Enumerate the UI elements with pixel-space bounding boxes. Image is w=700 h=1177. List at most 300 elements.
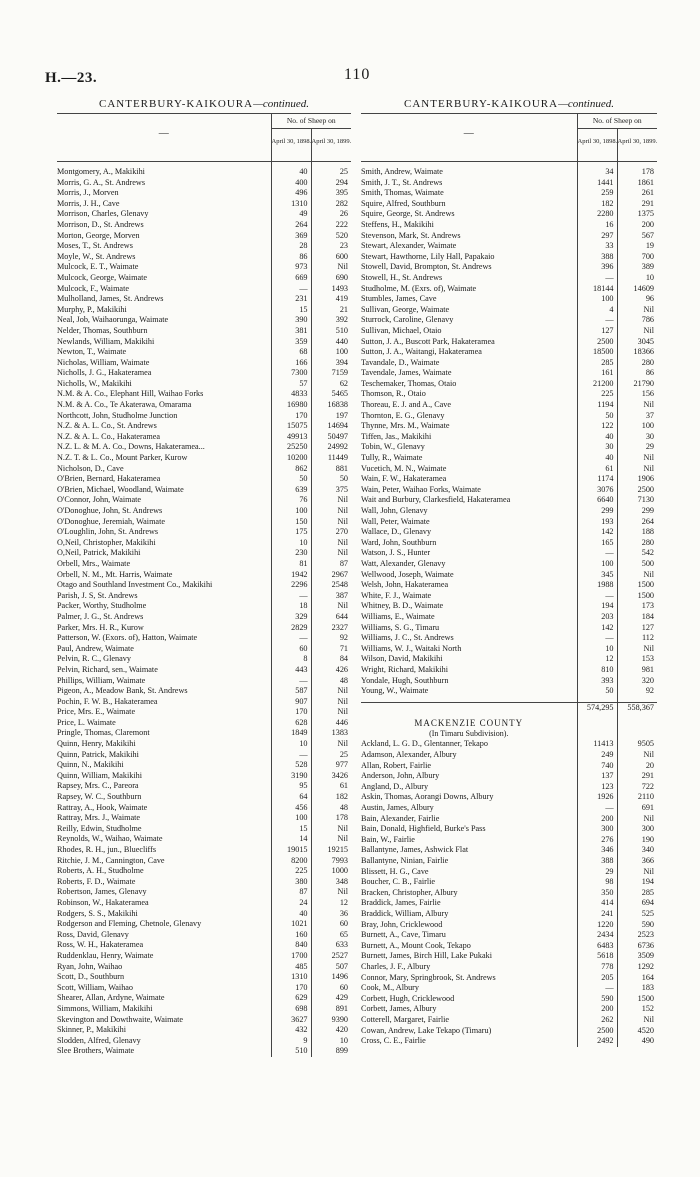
sheep-1899: 1906 (617, 474, 657, 485)
owner-name: Whitney, B. D., Waimate (361, 601, 444, 611)
sheep-1899: 300 (617, 824, 657, 835)
table-row (361, 739, 657, 750)
sheep-1898: 1942 (271, 570, 311, 581)
sheep-1898: 123 (577, 782, 617, 793)
sheep-1898: 29 (577, 867, 617, 878)
sheep-1899: 197 (311, 411, 351, 422)
owner-name: Williams, E., Waimate (361, 611, 435, 621)
owner-name: Montgomery, A., Makikihi (57, 167, 145, 176)
owner-name: Nicholls, J. G., Hakateramea (57, 368, 152, 378)
owner-name: Blissett, H. G., Cave (361, 866, 429, 876)
sheep-1898: 15 (271, 305, 311, 316)
table-row (361, 633, 657, 644)
table-row (361, 930, 657, 941)
table-row (361, 1004, 657, 1015)
owner-name: Pringle, Thomas, Claremont (57, 728, 150, 738)
sheep-1899: 426 (311, 665, 351, 676)
sheep-1898: 2434 (577, 930, 617, 941)
right-title-text: CANTERBURY-KAIKOURA (404, 98, 559, 110)
sheep-1899: Nil (311, 506, 351, 517)
table-row (361, 676, 657, 687)
left-title-suffix: —continued. (253, 98, 309, 110)
table-row (57, 686, 351, 697)
sheep-1898: — (577, 633, 617, 644)
table-row (57, 506, 351, 517)
table-row (361, 867, 657, 878)
table-row (361, 570, 657, 581)
sheep-1898: 862 (271, 464, 311, 475)
sheep-1899: 1861 (617, 178, 657, 189)
sheep-1898: 5618 (577, 951, 617, 962)
sheep-1899: 291 (617, 771, 657, 782)
owner-name: Stowell, H., St. Andrews (361, 272, 443, 282)
sheep-1898: 137 (577, 771, 617, 782)
owner-name: N.Z. L. & M. A. Co., Downs, Hakateramea... (57, 442, 205, 452)
table-row (361, 983, 657, 994)
table-row (361, 517, 657, 528)
sheep-1898: 396 (577, 262, 617, 273)
sheep-1899: 786 (617, 315, 657, 326)
sheep-1898: 2280 (577, 209, 617, 220)
table-row (57, 326, 351, 337)
left-col2-header: April 30, 1899. (311, 129, 351, 154)
table-row (361, 464, 657, 475)
table-row (57, 337, 351, 348)
sheep-1898: 175 (271, 527, 311, 538)
sheep-1899: 1500 (617, 580, 657, 591)
owner-name: Ross, David, Glenavy (57, 929, 129, 939)
sheep-1898: 16980 (271, 400, 311, 411)
sheep-1898: 590 (577, 994, 617, 1005)
sheep-1899: Nil (311, 538, 351, 549)
owner-name: Bray, John, Cricklewood (361, 919, 443, 929)
owner-name: Thynne, Mrs. M., Waimate (361, 421, 450, 431)
sheep-1898: 10 (271, 538, 311, 549)
owner-name: Thornton, E. G., Glenavy (361, 410, 445, 420)
owner-name: Price, L. Waimate (57, 717, 116, 727)
sheep-1898: 100 (271, 506, 311, 517)
sheep-1899: 25 (311, 750, 351, 761)
owner-name: O'Brien, Bernard, Hakateramea (57, 474, 161, 484)
sheep-1898: 1849 (271, 728, 311, 739)
sheep-1899: 16838 (311, 400, 351, 411)
sheep-1899: 7993 (311, 856, 351, 867)
sheep-1898: 225 (577, 389, 617, 400)
sheep-1898: 300 (577, 824, 617, 835)
sheep-1899: 420 (311, 1025, 351, 1036)
table-row (361, 644, 657, 655)
sheep-1899: 190 (617, 835, 657, 846)
sheep-1898: 193 (577, 517, 617, 528)
owner-name: Scott, William, Waihao (57, 982, 134, 992)
sheep-1899: 24992 (311, 442, 351, 453)
table-row (57, 697, 351, 708)
table-row (361, 994, 657, 1005)
owner-name: Pigeon, A., Meadow Bank, St. Andrews (57, 686, 188, 696)
sheep-1899: Nil (311, 887, 351, 898)
sheep-1899: 182 (311, 792, 351, 803)
owner-name: Stewart, Alexander, Waimate (361, 241, 457, 251)
table-row (361, 1026, 657, 1037)
sheep-1898: 19015 (271, 845, 311, 856)
sheep-1898: 203 (577, 612, 617, 623)
sheep-1899: Nil (617, 400, 657, 411)
owner-name: Ruddenklau, Henry, Waimate (57, 950, 154, 960)
sheep-1899: 21 (311, 305, 351, 316)
table-row (361, 453, 657, 464)
owner-name: Braddick, James, Fairlie (361, 898, 441, 908)
sheep-1899: 3426 (311, 771, 351, 782)
sheep-1899: 25 (311, 167, 351, 178)
sheep-1898: 68 (271, 347, 311, 358)
table-row (57, 580, 351, 591)
sheep-1898: 528 (271, 760, 311, 771)
owner-name: Quinn, William, Makikihi (57, 770, 143, 780)
sheep-1899: 891 (311, 1004, 351, 1015)
table-row (361, 326, 657, 337)
sheep-1899: 700 (617, 252, 657, 263)
sheep-1899: 23 (311, 241, 351, 252)
table-row (361, 548, 657, 559)
sheep-1899: 510 (311, 326, 351, 337)
sheep-1899: 30 (617, 432, 657, 443)
sheep-1898: 160 (271, 930, 311, 941)
sheep-1898: 170 (271, 707, 311, 718)
sheep-1898: 2500 (577, 337, 617, 348)
sheep-1899: Nil (617, 305, 657, 316)
table-row (57, 940, 351, 951)
sheep-1899: 194 (617, 877, 657, 888)
sheep-1899: 291 (617, 199, 657, 210)
table-row (57, 845, 351, 856)
sheep-1898: 12 (577, 654, 617, 665)
sheep-1898: 359 (271, 337, 311, 348)
sheep-1898: 1926 (577, 792, 617, 803)
sheep-1899: 1500 (617, 994, 657, 1005)
owner-name: Patterson, W. (Exors. of), Hatton, Waimate (57, 633, 198, 643)
table-row (57, 527, 351, 538)
sheep-1898: 249 (577, 750, 617, 761)
right-col1-header: April 30, 1898. (577, 129, 617, 154)
table-row (361, 1015, 657, 1026)
sheep-1899: Nil (311, 707, 351, 718)
owner-name: Mulcock, F., Waimate (57, 283, 129, 293)
sheep-1898: 388 (577, 856, 617, 867)
owner-name: Rhodes, R. H., jun., Bluecliffs (57, 845, 157, 854)
sheep-1898: 414 (577, 898, 617, 909)
owner-name: Boucher, C. B., Fairlie (361, 877, 436, 887)
sheep-1898: 3627 (271, 1015, 311, 1026)
owner-name: Burnett, A., Cave, Timaru (361, 930, 446, 940)
table-row (57, 474, 351, 485)
sheep-1899: 348 (311, 877, 351, 888)
owner-name: Bain, Alexander, Fairlie (361, 813, 440, 823)
sheep-1898: — (577, 273, 617, 284)
sheep-1899: 12 (311, 898, 351, 909)
sheep-1898: 230 (271, 548, 311, 559)
sheep-1898: 150 (271, 517, 311, 528)
left-group-header: No. of Sheep on (271, 114, 351, 129)
sheep-1898: 6640 (577, 495, 617, 506)
sheep-1898: 390 (271, 315, 311, 326)
table-row (57, 803, 351, 814)
table-row (57, 962, 351, 973)
sheep-1898: 510 (271, 1046, 311, 1057)
owner-name: Sutton, J. A., Buscott Park, Hakateramea (361, 336, 495, 346)
section-title: MACKENZIE COUNTY (414, 718, 524, 729)
sheep-1899: 10 (617, 273, 657, 284)
sheep-1899: Nil (311, 548, 351, 559)
table-row (361, 400, 657, 411)
sheep-1898: — (577, 591, 617, 602)
owner-name: Ryan, John, Waihao (57, 961, 123, 971)
owner-name: Braddick, William, Albury (361, 908, 449, 918)
sheep-1899: 9390 (311, 1015, 351, 1026)
sheep-1899: Nil (311, 601, 351, 612)
owner-name: Teschemaker, Thomas, Otaio (361, 378, 457, 388)
owner-name: Moses, T., St. Andrews (57, 241, 133, 251)
owner-name: N.Z. & A. L. Co., St. Andrews (57, 421, 157, 431)
table-row (361, 273, 657, 284)
owner-name: Smith, Thomas, Waimate (361, 188, 444, 198)
sheep-1898: 21200 (577, 379, 617, 390)
sheep-1899: 340 (617, 845, 657, 856)
owner-name: Bain, Donald, Highfield, Burke's Pass (361, 824, 486, 834)
sheep-1899: Nil (617, 570, 657, 581)
sheep-1899: 633 (311, 940, 351, 951)
table-row (361, 315, 657, 326)
sheep-1899: 394 (311, 358, 351, 369)
owner-name: Stewart, Hawthorne, Lily Hall, Papakaio (361, 251, 495, 261)
table-row (361, 358, 657, 369)
sheep-1899: 389 (617, 262, 657, 273)
table-row (57, 400, 351, 411)
sheep-1899: 977 (311, 760, 351, 771)
table-row (57, 1046, 351, 1057)
table-row (57, 972, 351, 983)
owner-name: Nicholls, W., Makikihi (57, 378, 132, 388)
sheep-1899: 61 (311, 781, 351, 792)
owner-name: Ackland, L. G. D., Glentanner, Tekapo (361, 739, 488, 749)
sheep-1899: Nil (311, 517, 351, 528)
sheep-1899: 2523 (617, 930, 657, 941)
owner-name: Orbell, Mrs., Waimate (57, 558, 131, 568)
left-sheep-table (57, 113, 351, 1057)
owner-name: Mulcock, George, Waimate (57, 272, 147, 282)
owner-name: Wain, Peter, Waihao Forks, Waimate (361, 484, 481, 494)
sheep-1898: 381 (271, 326, 311, 337)
table-row (57, 591, 351, 602)
sheep-1899: 429 (311, 993, 351, 1004)
sheep-1898: 205 (577, 973, 617, 984)
table-row (57, 866, 351, 877)
owner-name: Wait and Burbury, Clarkesfield, Hakateramea (361, 495, 511, 505)
sheep-1899: 899 (311, 1046, 351, 1057)
owner-name: Cook, M., Albury (361, 983, 419, 993)
sheep-1899: 200 (617, 220, 657, 231)
table-row (361, 771, 657, 782)
sheep-1898: 18500 (577, 347, 617, 358)
table-row (361, 347, 657, 358)
table-row (57, 898, 351, 909)
table-row (57, 856, 351, 867)
sheep-1898: 25250 (271, 442, 311, 453)
sheep-1899: 395 (311, 188, 351, 199)
owner-name: Allan, Robert, Fairlie (361, 760, 432, 770)
sheep-1898: 18144 (577, 284, 617, 295)
sheep-1899: 2500 (617, 485, 657, 496)
sheep-1898: 81 (271, 559, 311, 570)
owner-name: O'Brien, Michael, Woodland, Waimate (57, 484, 184, 494)
owner-name: Paul, Andrew, Waimate (57, 643, 134, 653)
sheep-1898: 669 (271, 273, 311, 284)
left-column (57, 96, 351, 1057)
sheep-1898: 297 (577, 231, 617, 242)
sheep-1899: 600 (311, 252, 351, 263)
owner-name: Corbett, Hugh, Cricklewood (361, 993, 455, 1003)
sheep-1899: 282 (311, 199, 351, 210)
owner-name: Neal, Job, Waihaorunga, Waimate (57, 315, 169, 325)
sheep-1899: 10 (311, 1036, 351, 1047)
table-row (361, 506, 657, 517)
sheep-1898: 8200 (271, 856, 311, 867)
sheep-1898: 380 (271, 877, 311, 888)
table-row (57, 421, 351, 432)
table-row (57, 220, 351, 231)
sheep-1899: 542 (617, 548, 657, 559)
table-row (57, 760, 351, 771)
table-row (361, 920, 657, 931)
table-row (57, 909, 351, 920)
sheep-1898: 698 (271, 1004, 311, 1015)
sheep-1898: 40 (271, 167, 311, 178)
table-row (361, 294, 657, 305)
table-row (57, 1015, 351, 1026)
sheep-1899: 375 (311, 485, 351, 496)
owner-name: Cowan, Andrew, Lake Tekapo (Timaru) (361, 1025, 492, 1035)
sheep-1898: 64 (271, 792, 311, 803)
sheep-1899: 446 (311, 718, 351, 729)
sheep-1899: 567 (617, 231, 657, 242)
sheep-1899: 184 (617, 612, 657, 623)
sheep-1899: 48 (311, 676, 351, 687)
sheep-1899: 87 (311, 559, 351, 570)
table-row (361, 389, 657, 400)
owner-name: N.M. & A. Co., Elephant Hill, Waihao Forks (57, 389, 204, 399)
owner-name: Wilson, David, Makikihi (361, 654, 443, 664)
sheep-1899: 29 (617, 442, 657, 453)
sheep-1899: 590 (617, 920, 657, 931)
sheep-1899: 14694 (311, 421, 351, 432)
sheep-1898: 10 (577, 644, 617, 655)
table-row (57, 728, 351, 739)
table-row (57, 464, 351, 475)
sheep-1899: 264 (617, 517, 657, 528)
table-row (361, 231, 657, 242)
owner-name: Austin, James, Albury (361, 803, 434, 813)
owner-name: Charles, J. F., Albury (361, 961, 431, 971)
owner-name: Connor, Mary, Springbrook, St. Andrews (361, 972, 496, 982)
sheep-1899: 366 (617, 856, 657, 867)
sheep-1898: 40 (271, 909, 311, 920)
sheep-1899: 1375 (617, 209, 657, 220)
table-row (361, 962, 657, 973)
table-row (57, 199, 351, 210)
table-row (361, 845, 657, 856)
sheep-1898: 346 (577, 845, 617, 856)
table-row (57, 517, 351, 528)
table-row (57, 1025, 351, 1036)
owner-name: White, F. J., Waimate (361, 590, 432, 600)
owner-name: Nicholson, D., Cave (57, 463, 124, 473)
owner-name: Northcott, John, Studholme Junction (57, 410, 178, 420)
sheep-1898: 49 (271, 209, 311, 220)
owner-name: O,Neil, Patrick, Makikihi (57, 548, 141, 558)
owner-name: Pelvin, R. C., Glenavy (57, 654, 131, 664)
owner-name: Welsh, John, Hakateramea (361, 580, 449, 590)
owner-name: Watt, Alexander, Glenavy (361, 558, 446, 568)
owner-name: N.M. & A. Co., Te Akaterawa, Omarama (57, 400, 192, 410)
sheep-1898: 262 (577, 1015, 617, 1026)
table-row (361, 167, 657, 178)
sheep-1898: 388 (577, 252, 617, 263)
owner-name: Rattray, A., Hook, Waimate (57, 802, 148, 812)
owner-name: Reynolds, W., Waihao, Waimate (57, 834, 163, 844)
sheep-1898: 496 (271, 188, 311, 199)
table-row (361, 856, 657, 867)
sheep-1899: 222 (311, 220, 351, 231)
sheep-1898: 8 (271, 654, 311, 665)
owner-name: Slee Brothers, Waimate (57, 1046, 135, 1056)
owner-name: Sutton, J. A., Waitangi, Hakateramea (361, 347, 482, 357)
sheep-1898: 225 (271, 866, 311, 877)
totals-row (361, 702, 657, 713)
owner-name: Quinn, Patrick, Makikihi (57, 749, 139, 759)
table-row (57, 1004, 351, 1015)
owner-name: Squire, George, St. Andrews (361, 209, 455, 219)
sheep-1899: 419 (311, 294, 351, 305)
sheep-1899: 188 (617, 527, 657, 538)
sheep-1898: 2296 (271, 580, 311, 591)
table-row (57, 167, 351, 178)
sheep-1899: 112 (617, 633, 657, 644)
sheep-1898: 10200 (271, 453, 311, 464)
sheep-1899: 5465 (311, 389, 351, 400)
sheep-1899: 50497 (311, 432, 351, 443)
sheep-1898: 778 (577, 962, 617, 973)
sheep-1899: 881 (311, 464, 351, 475)
page-number: 110 (344, 66, 371, 83)
owner-name: Studholme, M. (Exrs. of), Waimate (361, 283, 477, 293)
table-row (361, 941, 657, 952)
sheep-1899: 50 (311, 474, 351, 485)
sheep-1898: 2829 (271, 623, 311, 634)
owner-name: Bain, W., Fairlie (361, 834, 415, 844)
table-row (57, 262, 351, 273)
table-row (57, 538, 351, 549)
sheep-1899: 691 (617, 803, 657, 814)
sheep-1898: 87 (271, 887, 311, 898)
table-row (57, 824, 351, 835)
sheep-1899: 92 (311, 633, 351, 644)
sheep-1898: 50 (577, 411, 617, 422)
sheep-1899: 694 (617, 898, 657, 909)
owner-name: Pochin, F. W. B., Hakateramea (57, 696, 158, 706)
sheep-1898: 142 (577, 527, 617, 538)
table-row (57, 877, 351, 888)
right-group-header: No. of Sheep on (577, 114, 657, 129)
sheep-1898: 100 (577, 559, 617, 570)
